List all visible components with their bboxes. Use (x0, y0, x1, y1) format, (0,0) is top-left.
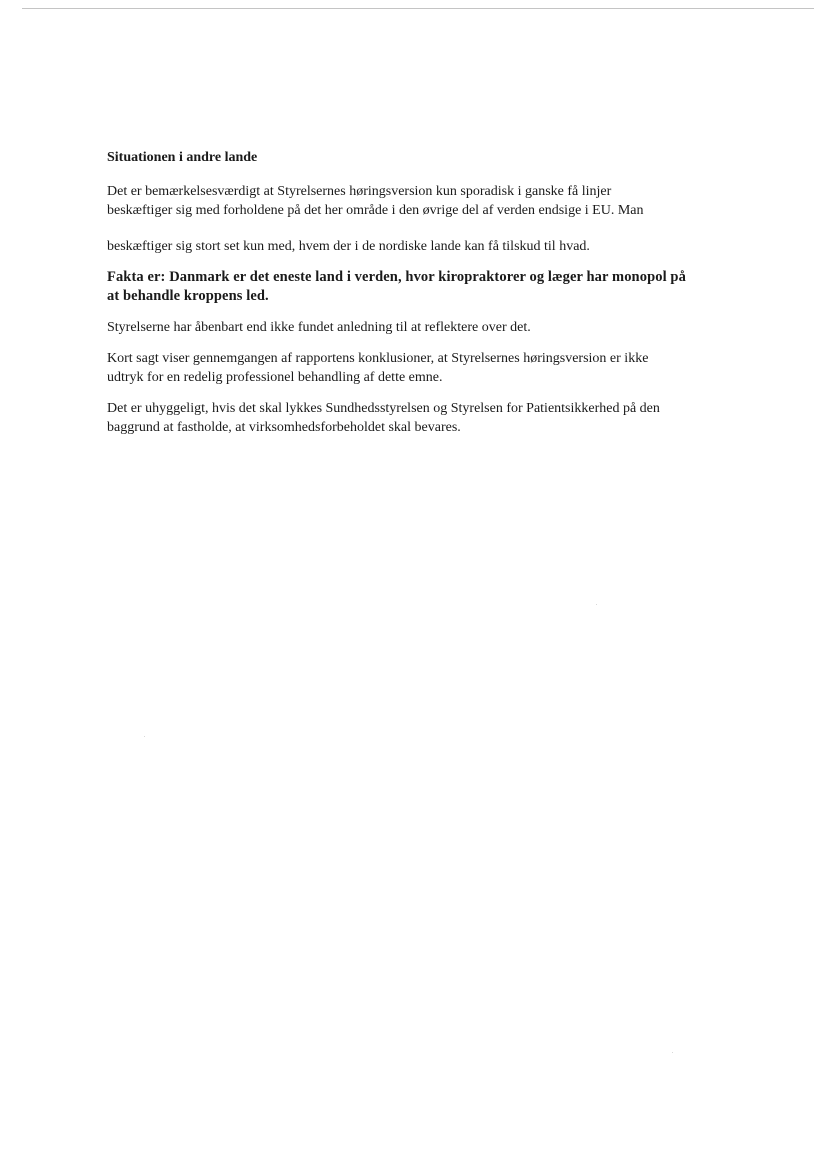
paragraph-line: Styrelserne har åbenbart end ikke fundet anledning til at reflektere over det. (107, 320, 531, 335)
paragraph-6 (107, 399, 747, 437)
paragraph-line: beskæftiger sig stort set kun med, hvem der i de nordiske lande kan få tilskud til hvad. (107, 239, 590, 254)
paragraph-line: baggrund at fastholde, at virksomhedsforbeholdet skal bevares. (107, 420, 461, 435)
paragraph-line: Det er bemærkelsesværdigt at Styrelsernes høringsversion kun sporadisk i ganske få linjer (107, 184, 612, 199)
paragraph-line: Det er uhyggeligt, hvis det skal lykkes Sundhedsstyrelsen og Styrelsen for Patientsikkerhed på den (107, 401, 660, 416)
paragraph-line: udtryk for en redelig professionel behandling af dette emne. (107, 370, 443, 385)
paragraph-line: beskæftiger sig med forholdene på det her område i den øvrige del af verden endsige i EU. Man (107, 203, 644, 218)
paragraph-2 (107, 237, 747, 256)
document-body (107, 148, 747, 437)
paragraph-3-fact (107, 268, 747, 306)
scan-speck (144, 736, 145, 737)
paragraph-4 (107, 318, 747, 337)
scan-speck (672, 1052, 673, 1053)
paragraph-1 (107, 182, 747, 220)
paragraph-line: at behandle kroppens led. (107, 288, 269, 304)
paragraph-line: Fakta er: Danmark er det eneste land i verden, hvor kiropraktorer og læger har monopol på (107, 269, 686, 285)
scan-speck (596, 604, 597, 605)
paragraph-5 (107, 349, 747, 387)
paragraph-line: Kort sagt viser gennemgangen af rapportens konklusioner, at Styrelsernes høringsversion er ikke (107, 351, 649, 366)
top-rule (22, 8, 814, 9)
section-heading: Situationen i andre lande (107, 150, 258, 165)
